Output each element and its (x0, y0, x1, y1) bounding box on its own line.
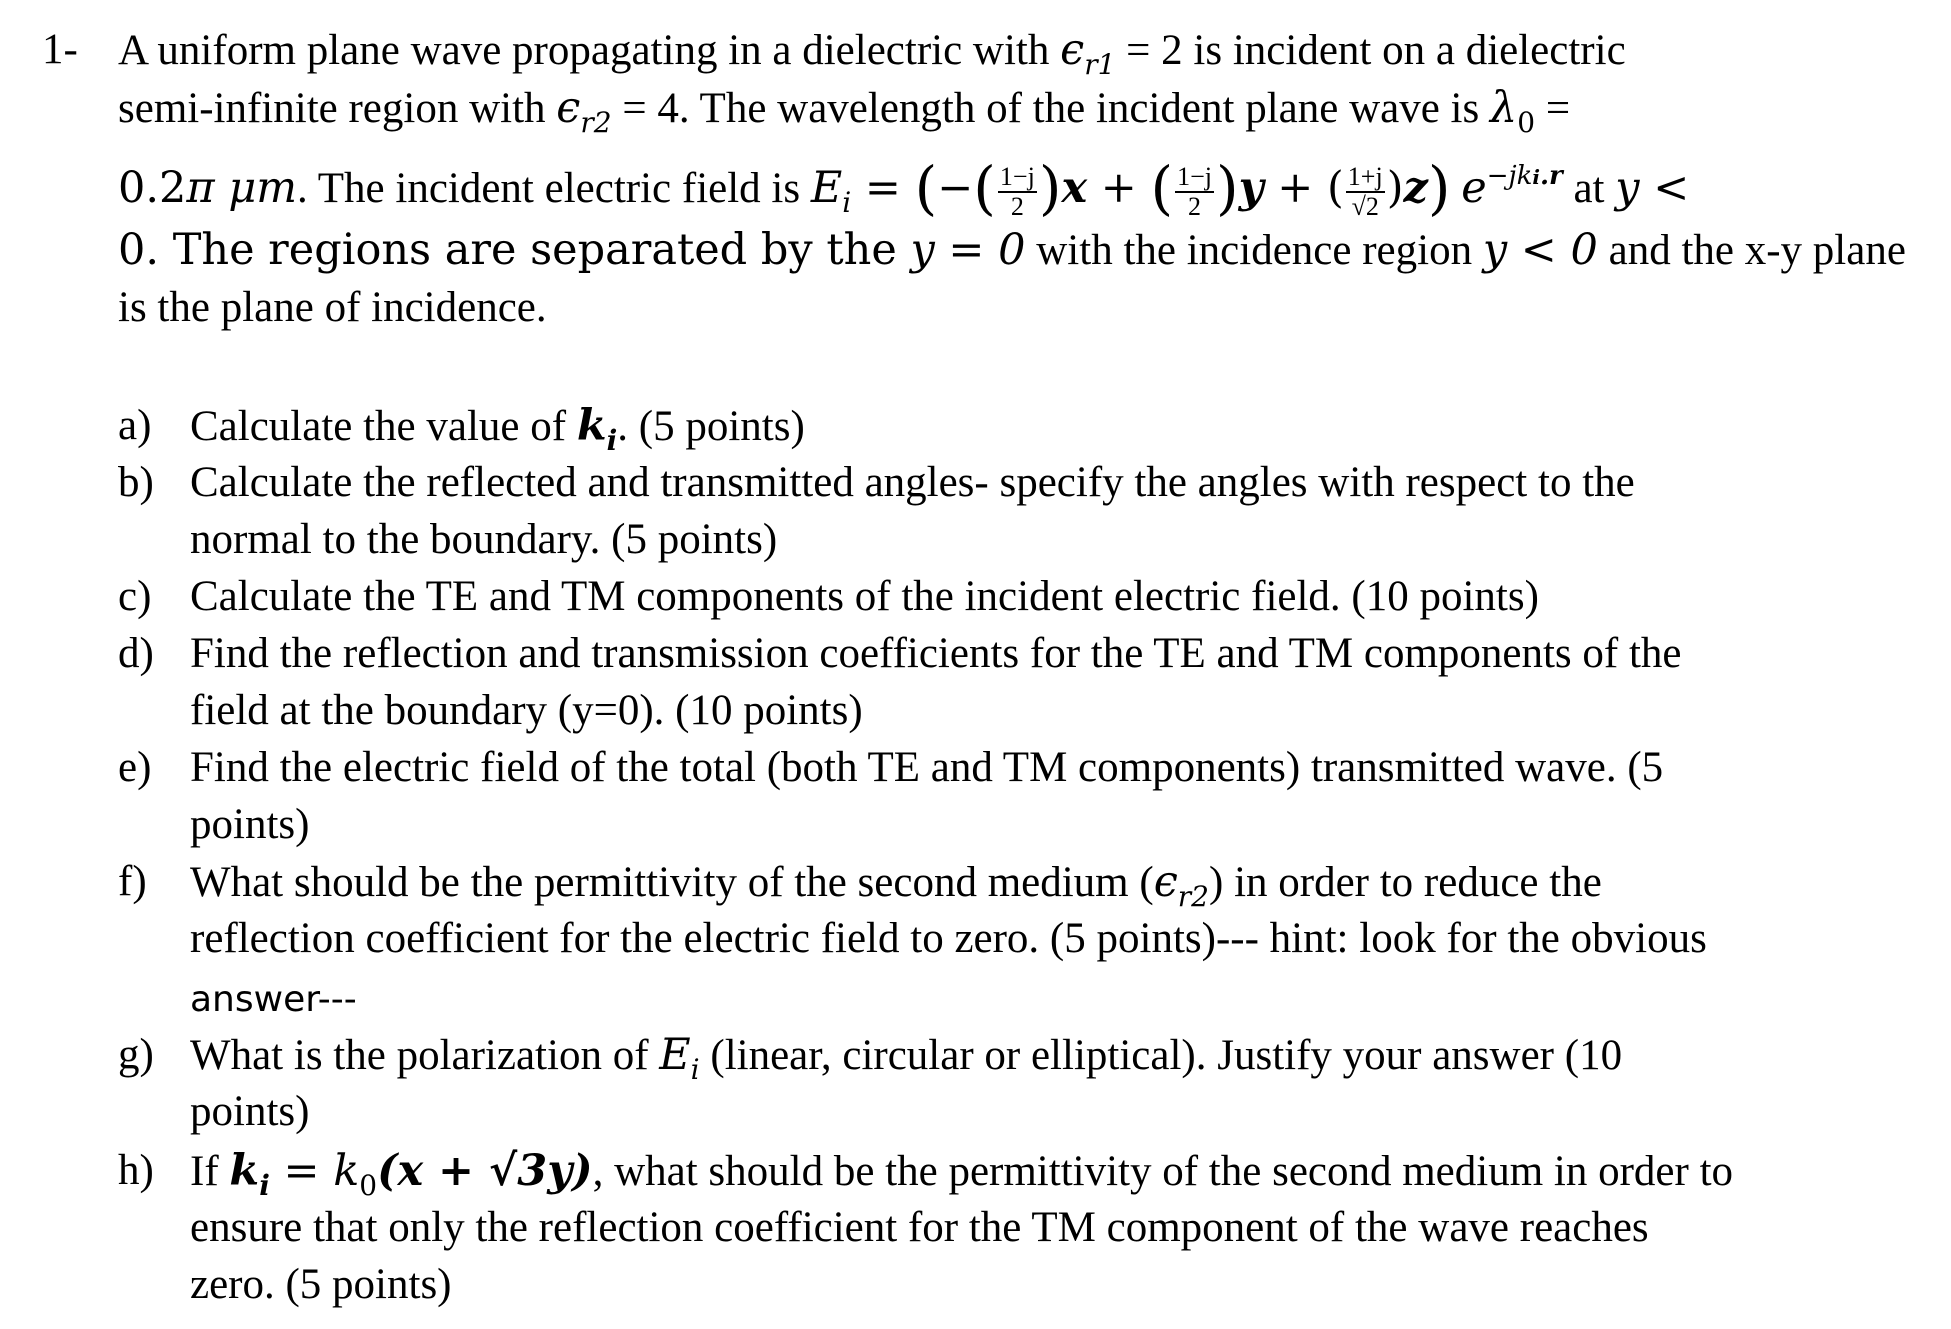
text: Find the electric field of the total (both TE and TM components) transmitted wave. (5 (190, 744, 1664, 791)
text: What should be the permittivity of the second medium ( (190, 859, 1154, 906)
part-g (118, 1027, 154, 1083)
part-b (118, 455, 154, 511)
paren: ( (1327, 163, 1344, 213)
symbol-E: E (659, 1030, 691, 1080)
question-text-line-3 (118, 148, 1689, 231)
part-d (118, 626, 154, 682)
question-text-line-4 (118, 222, 1906, 279)
part-label: f) (118, 858, 147, 905)
text: = 2 is incident on a dielectric (1115, 27, 1626, 74)
fraction (1175, 163, 1214, 221)
text: − (937, 163, 974, 213)
text: zero. (5 points) (190, 1261, 452, 1308)
text: points) (190, 1088, 310, 1135)
numerator: 1−j (1177, 162, 1212, 192)
math: = k (269, 1146, 360, 1196)
text: 0.2 (118, 163, 187, 213)
part-f (118, 854, 147, 910)
part-e-line-2 (190, 797, 309, 853)
part-c-line-1 (190, 569, 1539, 625)
text: with the incidence region (1025, 227, 1483, 274)
exponent: .r (1539, 161, 1563, 191)
part-label: a) (118, 402, 152, 449)
paren: ( (1150, 154, 1174, 222)
part-e (118, 740, 151, 796)
text: Calculate the value of (190, 403, 577, 450)
question-line-1 (42, 22, 78, 78)
denominator: 2 (1188, 192, 1202, 222)
text: What is the polarization of (190, 1032, 660, 1079)
vector-k: k (576, 401, 607, 451)
text: normal to the boundary. (5 points) (190, 516, 778, 563)
exponent-sub: i (1532, 165, 1540, 189)
part-a (118, 398, 151, 454)
paren: ) (1386, 163, 1404, 213)
part-f-line-3 (190, 970, 357, 1028)
unit: π μm (186, 163, 298, 213)
symbol-epsilon: ϵ (1153, 857, 1178, 907)
paren: ) (1427, 154, 1451, 222)
text: . The incident electric field is (297, 165, 811, 212)
subscript: r2 (1177, 880, 1209, 913)
text: + (1087, 163, 1151, 213)
text: reflection coefficient for the electric field to zero. (5 points)--- hint: look for the obvious (190, 915, 1707, 962)
fraction (998, 163, 1037, 221)
text: is the plane of incidence. (118, 284, 547, 331)
text: field at the boundary (y=0). (10 points) (190, 687, 863, 734)
part-label: d) (118, 630, 154, 677)
text: at (1562, 165, 1616, 212)
paren: ) (1038, 154, 1062, 222)
text: answer--- (190, 979, 357, 1020)
exponential: e (1461, 163, 1487, 213)
paren: ) (1216, 154, 1239, 222)
text: Calculate the TE and TM components of the incident electric field. (10 points) (190, 573, 1539, 620)
part-label: b) (118, 459, 154, 506)
subscript: i (842, 186, 852, 219)
subscript: 0 (1517, 106, 1536, 139)
part-d-line-2 (190, 683, 863, 739)
text: = (1535, 85, 1571, 132)
denominator: √2 (1351, 192, 1379, 222)
text: = 4. The wavelength of the incident plane wave is (611, 85, 1490, 132)
part-label: e) (118, 744, 152, 791)
question-text-line-5 (118, 280, 547, 336)
subscript: i (606, 424, 618, 457)
math: y = 0 (910, 225, 1026, 275)
symbol-epsilon: ϵ (1060, 25, 1085, 75)
part-d-line-1 (190, 626, 1682, 682)
text: 0. The regions are separated by the (118, 225, 911, 275)
part-label: h) (118, 1147, 154, 1194)
part-b-line-2 (190, 512, 777, 568)
symbol-epsilon: ϵ (556, 83, 581, 133)
subscript: r2 (580, 106, 612, 139)
subscript: r1 (1084, 48, 1116, 81)
part-h-line-2 (190, 1200, 1649, 1256)
symbol-y: y (1615, 163, 1640, 213)
symbol-lambda: λ (1490, 83, 1518, 133)
vector-x: x (1061, 163, 1088, 213)
numerator: 1+j (1347, 162, 1383, 192)
text: ) in order to reduce the (1209, 859, 1602, 906)
text: If (190, 1148, 230, 1195)
subscript: 0 (359, 1169, 378, 1202)
denominator: 2 (1010, 192, 1024, 222)
vector-y: y (1238, 163, 1264, 213)
text: ensure that only the reflection coefficient for the TM component of the wave reaches (190, 1204, 1649, 1251)
symbol-E: E (810, 163, 843, 213)
vector-z: z (1403, 163, 1428, 213)
text: Calculate the reflected and transmitted angles- specify the angles with respect to the (190, 459, 1635, 506)
part-b-line-1 (190, 455, 1635, 511)
subscript: i (259, 1169, 270, 1202)
exponent: −jk (1486, 161, 1533, 191)
text: < (1639, 163, 1690, 213)
question-text-line-2 (118, 80, 1570, 151)
text: points) (190, 801, 310, 848)
math-expression: (x + √3y) (377, 1146, 593, 1196)
text: and the x-y plane (1597, 227, 1906, 274)
question-number: 1- (42, 26, 78, 73)
math: y < 0 (1482, 225, 1598, 275)
part-f-line-2 (190, 911, 1707, 967)
fraction (1346, 163, 1385, 221)
text: semi-infinite region with (118, 85, 557, 132)
text: Find the reflection and transmission coefficients for the TE and TM components of the (190, 630, 1682, 677)
part-e-line-1 (190, 740, 1663, 796)
part-h-line-3 (190, 1257, 452, 1313)
text: (linear, circular or elliptical). Justify your answer (10 (699, 1032, 1623, 1079)
part-g-line-1 (190, 1027, 1622, 1098)
text: A uniform plane wave propagating in a dielectric with (118, 27, 1061, 74)
vector-k: k (229, 1146, 260, 1196)
text: , what should be the permittivity of the second medium in order to (592, 1148, 1734, 1195)
text: = (851, 163, 915, 213)
part-g-line-2 (190, 1084, 309, 1140)
part-h (118, 1143, 154, 1199)
subscript: i (690, 1053, 700, 1086)
paren: ( (973, 154, 996, 222)
numerator: 1−j (999, 162, 1035, 192)
part-label: g) (118, 1031, 154, 1078)
paren: ( (914, 154, 938, 222)
part-c (118, 569, 151, 625)
text: . (5 points) (617, 403, 805, 450)
part-label: c) (118, 573, 152, 620)
text: + (1263, 163, 1328, 213)
